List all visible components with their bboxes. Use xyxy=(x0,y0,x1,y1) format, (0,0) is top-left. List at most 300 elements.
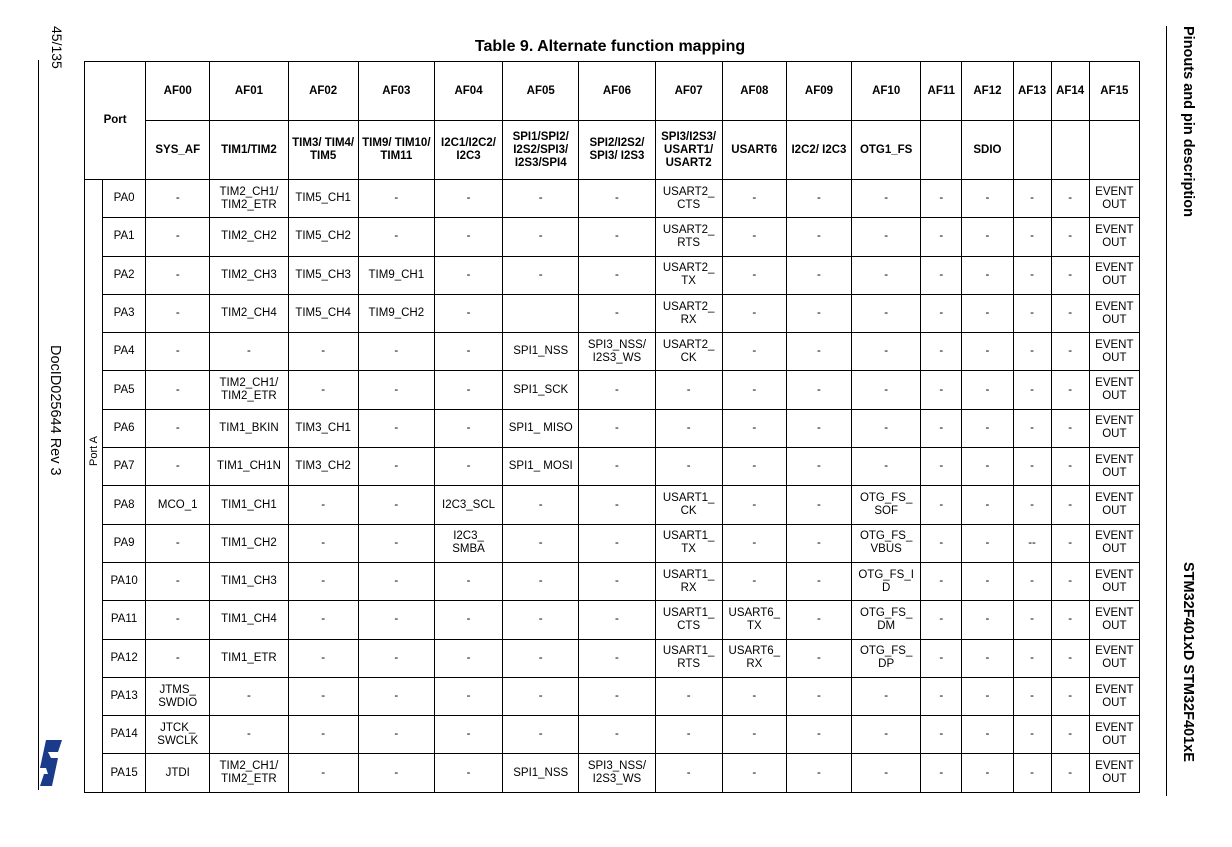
af-cell: TIM3_CH2 xyxy=(288,448,358,486)
af-cell: MCO_1 xyxy=(146,486,210,524)
af-cell: - xyxy=(579,256,655,294)
af-cell: TIM5_CH1 xyxy=(288,180,358,218)
af-cell: - xyxy=(1013,639,1051,677)
af-cell: - xyxy=(1013,333,1051,371)
af-cell: - xyxy=(288,639,358,677)
af-cell: - xyxy=(579,294,655,332)
af-cell: - xyxy=(579,601,655,639)
af-cell: SPI1_ MOSI xyxy=(503,448,579,486)
af-cell: - xyxy=(358,448,434,486)
af-cell: - xyxy=(962,486,1013,524)
af-peripheral-header xyxy=(1051,121,1089,180)
af-cell: TIM2_CH4 xyxy=(210,294,288,332)
af-cell: - xyxy=(579,180,655,218)
af-cell: TIM2_CH2 xyxy=(210,218,288,256)
af-cell: - xyxy=(1051,486,1089,524)
af-cell: - xyxy=(786,524,851,562)
af-cell: - xyxy=(786,677,851,715)
af-cell: - xyxy=(288,601,358,639)
af-peripheral-header: I2C1/I2C2/ I2C3 xyxy=(434,121,502,180)
af-cell: - xyxy=(358,180,434,218)
af-cell: OTG_FS_ VBUS xyxy=(852,524,921,562)
af-peripheral-header: SPI3/I2S3/ USART1/ USART2 xyxy=(655,121,722,180)
af-cell: - xyxy=(579,677,655,715)
af-cell: EVENT OUT xyxy=(1089,180,1139,218)
af-cell: - xyxy=(358,333,434,371)
af-cell: - xyxy=(288,754,358,792)
af-cell: - xyxy=(1051,256,1089,294)
pin-cell: PA13 xyxy=(103,677,146,715)
af-cell: EVENT OUT xyxy=(1089,371,1139,409)
table-title: Table 9. Alternate function mapping xyxy=(474,38,746,55)
af-cell: - xyxy=(921,448,962,486)
af-cell: - xyxy=(579,524,655,562)
af-cell: - xyxy=(1051,754,1089,792)
af-cell: EVENT OUT xyxy=(1089,218,1139,256)
af-cell: - xyxy=(722,333,786,371)
af-cell: TIM1_ETR xyxy=(210,639,288,677)
af-cell: USART1_ RX xyxy=(655,562,722,600)
af-cell: - xyxy=(722,294,786,332)
af-cell: - xyxy=(210,333,288,371)
af-cell: - xyxy=(921,333,962,371)
af-peripheral-header: OTG1_FS xyxy=(852,121,921,180)
af-cell: - xyxy=(1013,218,1051,256)
af-peripheral-header: SPI1/SPI2/ I2S2/SPI3/ I2S3/SPI4 xyxy=(503,121,579,180)
af-cell: - xyxy=(786,333,851,371)
af-cell: TIM1_CH2 xyxy=(210,524,288,562)
af-cell: - xyxy=(146,639,210,677)
af-cell: - xyxy=(434,333,502,371)
af-cell: - xyxy=(786,486,851,524)
af-cell: - xyxy=(503,256,579,294)
af-cell: - xyxy=(434,371,502,409)
af-cell: - xyxy=(1013,180,1051,218)
af-cell: - xyxy=(962,716,1013,754)
af-cell: - xyxy=(962,256,1013,294)
af-cell: USART2_ TX xyxy=(655,256,722,294)
af-cell: - xyxy=(1013,409,1051,447)
af-cell: - xyxy=(358,754,434,792)
header-row-peripheral xyxy=(85,121,1140,180)
af-cell xyxy=(503,294,579,332)
af-header: AF08 xyxy=(722,62,786,121)
af-cell: - xyxy=(146,218,210,256)
af-cell: - xyxy=(786,256,851,294)
af-peripheral-header: SPI2/I2S2/ SPI3/ I2S3 xyxy=(579,121,655,180)
af-peripheral-header xyxy=(1089,121,1139,180)
af-cell: - xyxy=(655,716,722,754)
pin-cell: PA15 xyxy=(103,754,146,792)
af-cell: - xyxy=(1013,754,1051,792)
af-cell: - xyxy=(786,409,851,447)
af-peripheral-header xyxy=(921,121,962,180)
af-cell: - xyxy=(503,524,579,562)
pin-cell: PA11 xyxy=(103,601,146,639)
pin-cell: PA1 xyxy=(103,218,146,256)
af-cell: - xyxy=(962,562,1013,600)
af-cell: - xyxy=(655,371,722,409)
af-cell: - xyxy=(1013,716,1051,754)
af-cell: - xyxy=(1013,601,1051,639)
af-header: AF02 xyxy=(288,62,358,121)
af-cell: SPI3_NSS/ I2S3_WS xyxy=(579,333,655,371)
af-cell: USART1_ CK xyxy=(655,486,722,524)
af-cell: - xyxy=(962,218,1013,256)
af-cell: - xyxy=(1051,218,1089,256)
af-cell: - xyxy=(921,754,962,792)
af-header: AF15 xyxy=(1089,62,1139,121)
af-cell: - xyxy=(358,409,434,447)
af-cell: - xyxy=(358,218,434,256)
af-cell: USART2_ CTS xyxy=(655,180,722,218)
table-row xyxy=(85,601,1140,639)
af-cell: - xyxy=(579,371,655,409)
af-cell: OTG_FS_I D xyxy=(852,562,921,600)
af-cell: I2C3_SCL xyxy=(434,486,502,524)
af-cell: - xyxy=(786,562,851,600)
af-cell: - xyxy=(852,371,921,409)
af-cell: USART2_ CK xyxy=(655,333,722,371)
af-cell: - xyxy=(722,716,786,754)
af-cell: OTG_FS_ SOF xyxy=(852,486,921,524)
af-cell: EVENT OUT xyxy=(1089,601,1139,639)
af-cell: - xyxy=(852,294,921,332)
af-cell: - xyxy=(434,256,502,294)
af-cell: - xyxy=(852,180,921,218)
table-row xyxy=(85,562,1140,600)
af-cell: TIM5_CH2 xyxy=(288,218,358,256)
af-cell: - xyxy=(1051,294,1089,332)
af-cell: USART6_ RX xyxy=(722,639,786,677)
af-cell: - xyxy=(921,562,962,600)
af-cell: - xyxy=(962,601,1013,639)
af-cell: - xyxy=(786,371,851,409)
af-cell: - xyxy=(434,294,502,332)
af-cell: - xyxy=(434,180,502,218)
af-peripheral-header: USART6 xyxy=(722,121,786,180)
table-row xyxy=(85,524,1140,562)
af-cell: TIM9_CH2 xyxy=(358,294,434,332)
af-cell: - xyxy=(921,601,962,639)
port-group-label xyxy=(85,180,103,793)
af-cell: - xyxy=(288,486,358,524)
af-cell: - xyxy=(1013,448,1051,486)
table-row xyxy=(85,256,1140,294)
af-cell: - xyxy=(655,677,722,715)
af-cell: - xyxy=(921,218,962,256)
af-cell: - xyxy=(146,256,210,294)
af-cell: - xyxy=(503,218,579,256)
af-cell: - xyxy=(1051,180,1089,218)
af-cell: SPI1_SCK xyxy=(503,371,579,409)
af-cell: - xyxy=(921,256,962,294)
af-cell: - xyxy=(146,180,210,218)
af-cell: - xyxy=(786,448,851,486)
af-cell: TIM2_CH1/ TIM2_ETR xyxy=(210,371,288,409)
af-cell: - xyxy=(852,716,921,754)
port-header: Port xyxy=(85,62,146,180)
af-cell: - xyxy=(962,448,1013,486)
af-cell: - xyxy=(146,562,210,600)
af-cell: - xyxy=(1051,562,1089,600)
af-cell: - xyxy=(1051,333,1089,371)
af-cell: - xyxy=(722,486,786,524)
af-cell: - xyxy=(358,677,434,715)
af-cell: - xyxy=(434,218,502,256)
af-cell: - xyxy=(722,524,786,562)
af-cell: - xyxy=(1051,371,1089,409)
af-header: AF07 xyxy=(655,62,722,121)
af-cell: USART1_ RTS xyxy=(655,639,722,677)
af-cell: - xyxy=(146,448,210,486)
page-number: 45/135 xyxy=(49,26,65,69)
af-cell: - xyxy=(1051,601,1089,639)
af-cell: USART2_ RTS xyxy=(655,218,722,256)
table-row xyxy=(85,409,1140,447)
table-row xyxy=(85,639,1140,677)
af-cell: TIM1_BKIN xyxy=(210,409,288,447)
af-cell: - xyxy=(786,218,851,256)
af-cell: - xyxy=(1013,562,1051,600)
af-cell: - xyxy=(655,754,722,792)
af-header: AF06 xyxy=(579,62,655,121)
pin-cell: PA5 xyxy=(103,371,146,409)
af-cell: - xyxy=(288,333,358,371)
af-cell: - xyxy=(1013,486,1051,524)
pin-cell: PA3 xyxy=(103,294,146,332)
af-cell: EVENT OUT xyxy=(1089,524,1139,562)
pin-cell: PA2 xyxy=(103,256,146,294)
af-cell: - xyxy=(434,677,502,715)
af-cell: - xyxy=(434,754,502,792)
af-peripheral-header: TIM3/ TIM4/ TIM5 xyxy=(288,121,358,180)
af-cell: - xyxy=(210,677,288,715)
af-cell: - xyxy=(655,409,722,447)
af-cell: USART1_ TX xyxy=(655,524,722,562)
af-cell: - xyxy=(921,486,962,524)
table-row xyxy=(85,677,1140,715)
af-header: AF00 xyxy=(146,62,210,121)
pin-cell: PA7 xyxy=(103,448,146,486)
af-cell: - xyxy=(921,639,962,677)
af-cell: - xyxy=(1051,639,1089,677)
af-cell: - xyxy=(358,371,434,409)
af-cell: OTG_FS_ DM xyxy=(852,601,921,639)
af-header: AF10 xyxy=(852,62,921,121)
af-cell: TIM5_CH4 xyxy=(288,294,358,332)
af-cell: EVENT OUT xyxy=(1089,716,1139,754)
af-cell: - xyxy=(962,333,1013,371)
af-cell: TIM1_CH1 xyxy=(210,486,288,524)
af-cell: - xyxy=(962,677,1013,715)
af-cell: USART2_ RX xyxy=(655,294,722,332)
af-cell: EVENT OUT xyxy=(1089,294,1139,332)
af-cell: TIM1_CH1N xyxy=(210,448,288,486)
af-cell: - xyxy=(1013,371,1051,409)
port-group-text: Port A xyxy=(88,436,100,466)
af-cell: - xyxy=(786,601,851,639)
pin-cell: PA12 xyxy=(103,639,146,677)
af-cell: EVENT OUT xyxy=(1089,256,1139,294)
af-cell: - xyxy=(921,294,962,332)
af-cell: - xyxy=(503,716,579,754)
af-cell: - xyxy=(722,180,786,218)
left-rule xyxy=(38,60,39,790)
af-cell: - xyxy=(1051,409,1089,447)
af-cell: - xyxy=(358,524,434,562)
af-cell: I2C3_ SMBA xyxy=(434,524,502,562)
af-cell: EVENT OUT xyxy=(1089,639,1139,677)
af-cell: - xyxy=(722,754,786,792)
af-cell: - xyxy=(852,677,921,715)
af-cell: - xyxy=(921,409,962,447)
af-peripheral-header: TIM9/ TIM10/ TIM11 xyxy=(358,121,434,180)
af-cell: - xyxy=(852,754,921,792)
af-cell: TIM5_CH3 xyxy=(288,256,358,294)
af-header: AF12 xyxy=(962,62,1013,121)
af-cell: - xyxy=(358,486,434,524)
af-header: AF05 xyxy=(503,62,579,121)
af-cell: - xyxy=(579,409,655,447)
af-cell: - xyxy=(655,448,722,486)
af-cell: - xyxy=(962,524,1013,562)
af-header: AF04 xyxy=(434,62,502,121)
af-cell: - xyxy=(722,562,786,600)
af-cell: - xyxy=(434,716,502,754)
af-cell: EVENT OUT xyxy=(1089,409,1139,447)
af-cell: - xyxy=(722,218,786,256)
af-cell: TIM2_CH3 xyxy=(210,256,288,294)
af-header: AF09 xyxy=(786,62,851,121)
af-cell: - xyxy=(962,409,1013,447)
af-cell: JTCK_ SWCLK xyxy=(146,716,210,754)
af-cell: - xyxy=(288,677,358,715)
af-cell: - xyxy=(434,639,502,677)
header-row-af xyxy=(85,62,1140,121)
pin-cell: PA8 xyxy=(103,486,146,524)
af-cell: EVENT OUT xyxy=(1089,333,1139,371)
af-peripheral-header xyxy=(1013,121,1051,180)
af-cell: - xyxy=(579,448,655,486)
af-header: AF01 xyxy=(210,62,288,121)
af-cell: - xyxy=(921,371,962,409)
af-cell: - xyxy=(503,486,579,524)
af-cell: - xyxy=(852,256,921,294)
pin-cell: PA4 xyxy=(103,333,146,371)
af-cell: - xyxy=(288,562,358,600)
af-cell: USART1_ CTS xyxy=(655,601,722,639)
af-cell: EVENT OUT xyxy=(1089,677,1139,715)
af-cell: TIM9_CH1 xyxy=(358,256,434,294)
table-row xyxy=(85,448,1140,486)
af-peripheral-header: I2C2/ I2C3 xyxy=(786,121,851,180)
af-cell: EVENT OUT xyxy=(1089,448,1139,486)
af-cell: SPI3_NSS/ I2S3_WS xyxy=(579,754,655,792)
af-cell: - xyxy=(722,677,786,715)
af-cell: - xyxy=(358,639,434,677)
af-cell: SPI1_NSS xyxy=(503,333,579,371)
af-cell: JTMS_ SWDIO xyxy=(146,677,210,715)
af-cell: - xyxy=(503,180,579,218)
af-cell: - xyxy=(786,294,851,332)
af-cell: - xyxy=(722,448,786,486)
af-cell: - xyxy=(962,294,1013,332)
af-cell: - xyxy=(722,256,786,294)
af-cell: TIM2_CH1/ TIM2_ETR xyxy=(210,180,288,218)
af-cell: - xyxy=(210,716,288,754)
af-cell: - xyxy=(921,180,962,218)
af-cell: - xyxy=(962,754,1013,792)
af-cell: - xyxy=(722,409,786,447)
af-cell: USART6_ TX xyxy=(722,601,786,639)
af-cell: - xyxy=(962,639,1013,677)
af-cell: - xyxy=(434,562,502,600)
af-cell: - xyxy=(786,716,851,754)
af-header: AF11 xyxy=(921,62,962,121)
af-header: AF03 xyxy=(358,62,434,121)
af-cell: - xyxy=(852,218,921,256)
af-cell: - xyxy=(1013,677,1051,715)
af-cell: - xyxy=(146,294,210,332)
af-cell: TIM2_CH1/ TIM2_ETR xyxy=(210,754,288,792)
af-peripheral-header: TIM1/TIM2 xyxy=(210,121,288,180)
af-cell: EVENT OUT xyxy=(1089,562,1139,600)
af-cell: - xyxy=(146,333,210,371)
table-row xyxy=(85,754,1140,792)
af-cell: - xyxy=(962,371,1013,409)
af-cell: - xyxy=(503,677,579,715)
af-cell: - xyxy=(288,371,358,409)
af-cell: - xyxy=(503,562,579,600)
af-cell: - xyxy=(786,180,851,218)
table-row xyxy=(85,333,1140,371)
af-cell: TIM1_CH3 xyxy=(210,562,288,600)
af-cell: TIM3_CH1 xyxy=(288,409,358,447)
table-row xyxy=(85,218,1140,256)
table-row xyxy=(85,486,1140,524)
af-cell: - xyxy=(288,524,358,562)
af-cell: - xyxy=(579,218,655,256)
af-cell: - xyxy=(921,524,962,562)
af-cell: - xyxy=(434,601,502,639)
af-cell: - xyxy=(852,333,921,371)
af-cell: - xyxy=(579,716,655,754)
table-row xyxy=(85,371,1140,409)
af-cell: - xyxy=(503,601,579,639)
af-cell: - xyxy=(852,409,921,447)
table-row xyxy=(85,294,1140,332)
af-cell: - xyxy=(579,562,655,600)
table-row xyxy=(85,716,1140,754)
af-cell: TIM1_CH4 xyxy=(210,601,288,639)
af-cell: - xyxy=(579,639,655,677)
pin-cell: PA0 xyxy=(103,180,146,218)
af-cell: JTDI xyxy=(146,754,210,792)
pin-cell: PA10 xyxy=(103,562,146,600)
af-cell: - xyxy=(358,562,434,600)
af-cell: - xyxy=(1013,294,1051,332)
af-cell: - xyxy=(786,754,851,792)
af-cell: - xyxy=(1051,448,1089,486)
af-cell: EVENT OUT xyxy=(1089,754,1139,792)
af-cell: - xyxy=(786,639,851,677)
af-cell: - xyxy=(1051,716,1089,754)
pin-cell: PA14 xyxy=(103,716,146,754)
af-cell: - xyxy=(146,409,210,447)
af-peripheral-header: SYS_AF xyxy=(146,121,210,180)
af-cell: - xyxy=(579,486,655,524)
